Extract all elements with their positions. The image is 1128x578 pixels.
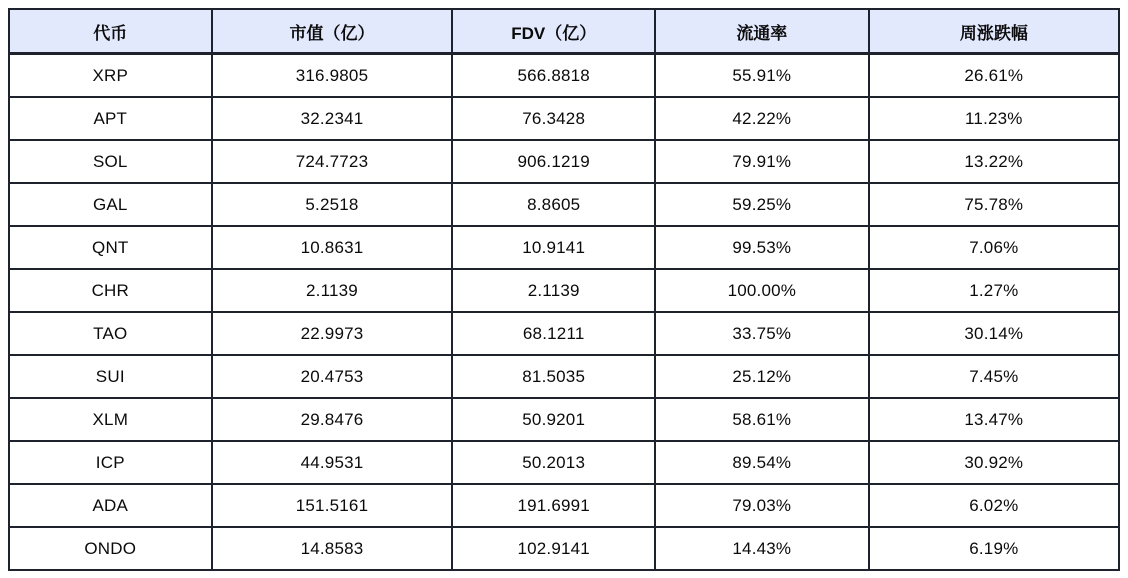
market-cap-cell: 22.9973 — [212, 312, 453, 355]
market-cap-cell: 2.1139 — [212, 269, 453, 312]
fdv-cell: 10.9141 — [452, 226, 655, 269]
circulation-cell: 58.61% — [655, 398, 869, 441]
token-metrics-table — [8, 8, 1120, 571]
weekly-change-cell: 75.78% — [869, 183, 1119, 226]
token-cell: XRP — [9, 54, 212, 98]
weekly-change-cell: 30.92% — [869, 441, 1119, 484]
token-cell: QNT — [9, 226, 212, 269]
market-cap-cell: 29.8476 — [212, 398, 453, 441]
weekly-change-cell: 26.61% — [869, 54, 1119, 98]
market-cap-cell: 151.5161 — [212, 484, 453, 527]
table-row — [9, 398, 1119, 441]
circulation-cell: 14.43% — [655, 527, 869, 570]
fdv-cell: 8.8605 — [452, 183, 655, 226]
column-header-weekly-change: 周涨跌幅 — [869, 9, 1119, 54]
column-header-market-cap: 市值（亿） — [212, 9, 453, 54]
market-cap-cell: 316.9805 — [212, 54, 453, 98]
weekly-change-cell: 30.14% — [869, 312, 1119, 355]
token-cell: XLM — [9, 398, 212, 441]
fdv-cell: 50.9201 — [452, 398, 655, 441]
weekly-change-cell: 6.19% — [869, 527, 1119, 570]
weekly-change-cell: 7.06% — [869, 226, 1119, 269]
weekly-change-cell: 1.27% — [869, 269, 1119, 312]
table-row — [9, 484, 1119, 527]
token-cell: GAL — [9, 183, 212, 226]
fdv-cell: 191.6991 — [452, 484, 655, 527]
column-header-fdv: FDV（亿） — [452, 9, 655, 54]
table-row — [9, 527, 1119, 570]
fdv-cell: 50.2013 — [452, 441, 655, 484]
table-row — [9, 226, 1119, 269]
circulation-cell: 25.12% — [655, 355, 869, 398]
table-body — [9, 54, 1119, 571]
market-cap-cell: 32.2341 — [212, 97, 453, 140]
circulation-cell: 59.25% — [655, 183, 869, 226]
weekly-change-cell: 13.22% — [869, 140, 1119, 183]
token-cell: ICP — [9, 441, 212, 484]
market-cap-cell: 5.2518 — [212, 183, 453, 226]
circulation-cell: 99.53% — [655, 226, 869, 269]
table-row — [9, 97, 1119, 140]
token-cell: ADA — [9, 484, 212, 527]
fdv-cell: 566.8818 — [452, 54, 655, 98]
circulation-cell: 79.03% — [655, 484, 869, 527]
circulation-cell: 89.54% — [655, 441, 869, 484]
fdv-cell: 81.5035 — [452, 355, 655, 398]
table-row — [9, 269, 1119, 312]
token-cell: SOL — [9, 140, 212, 183]
table-row — [9, 140, 1119, 183]
market-cap-cell: 724.7723 — [212, 140, 453, 183]
table-row — [9, 355, 1119, 398]
market-cap-cell: 44.9531 — [212, 441, 453, 484]
token-cell: SUI — [9, 355, 212, 398]
circulation-cell: 79.91% — [655, 140, 869, 183]
fdv-cell: 102.9141 — [452, 527, 655, 570]
fdv-cell: 906.1219 — [452, 140, 655, 183]
fdv-cell: 76.3428 — [452, 97, 655, 140]
table-row — [9, 183, 1119, 226]
market-cap-cell: 20.4753 — [212, 355, 453, 398]
token-cell: TAO — [9, 312, 212, 355]
column-header-token: 代币 — [9, 9, 212, 54]
circulation-cell: 33.75% — [655, 312, 869, 355]
weekly-change-cell: 7.45% — [869, 355, 1119, 398]
table-row — [9, 54, 1119, 98]
circulation-cell: 100.00% — [655, 269, 869, 312]
fdv-cell: 68.1211 — [452, 312, 655, 355]
market-cap-cell: 10.8631 — [212, 226, 453, 269]
circulation-cell: 42.22% — [655, 97, 869, 140]
token-cell: ONDO — [9, 527, 212, 570]
fdv-cell: 2.1139 — [452, 269, 655, 312]
table-row — [9, 312, 1119, 355]
column-header-circulation: 流通率 — [655, 9, 869, 54]
table-row — [9, 441, 1119, 484]
weekly-change-cell: 11.23% — [869, 97, 1119, 140]
circulation-cell: 55.91% — [655, 54, 869, 98]
market-cap-cell: 14.8583 — [212, 527, 453, 570]
token-cell: CHR — [9, 269, 212, 312]
table-header-row — [9, 9, 1119, 54]
weekly-change-cell: 13.47% — [869, 398, 1119, 441]
token-cell: APT — [9, 97, 212, 140]
weekly-change-cell: 6.02% — [869, 484, 1119, 527]
